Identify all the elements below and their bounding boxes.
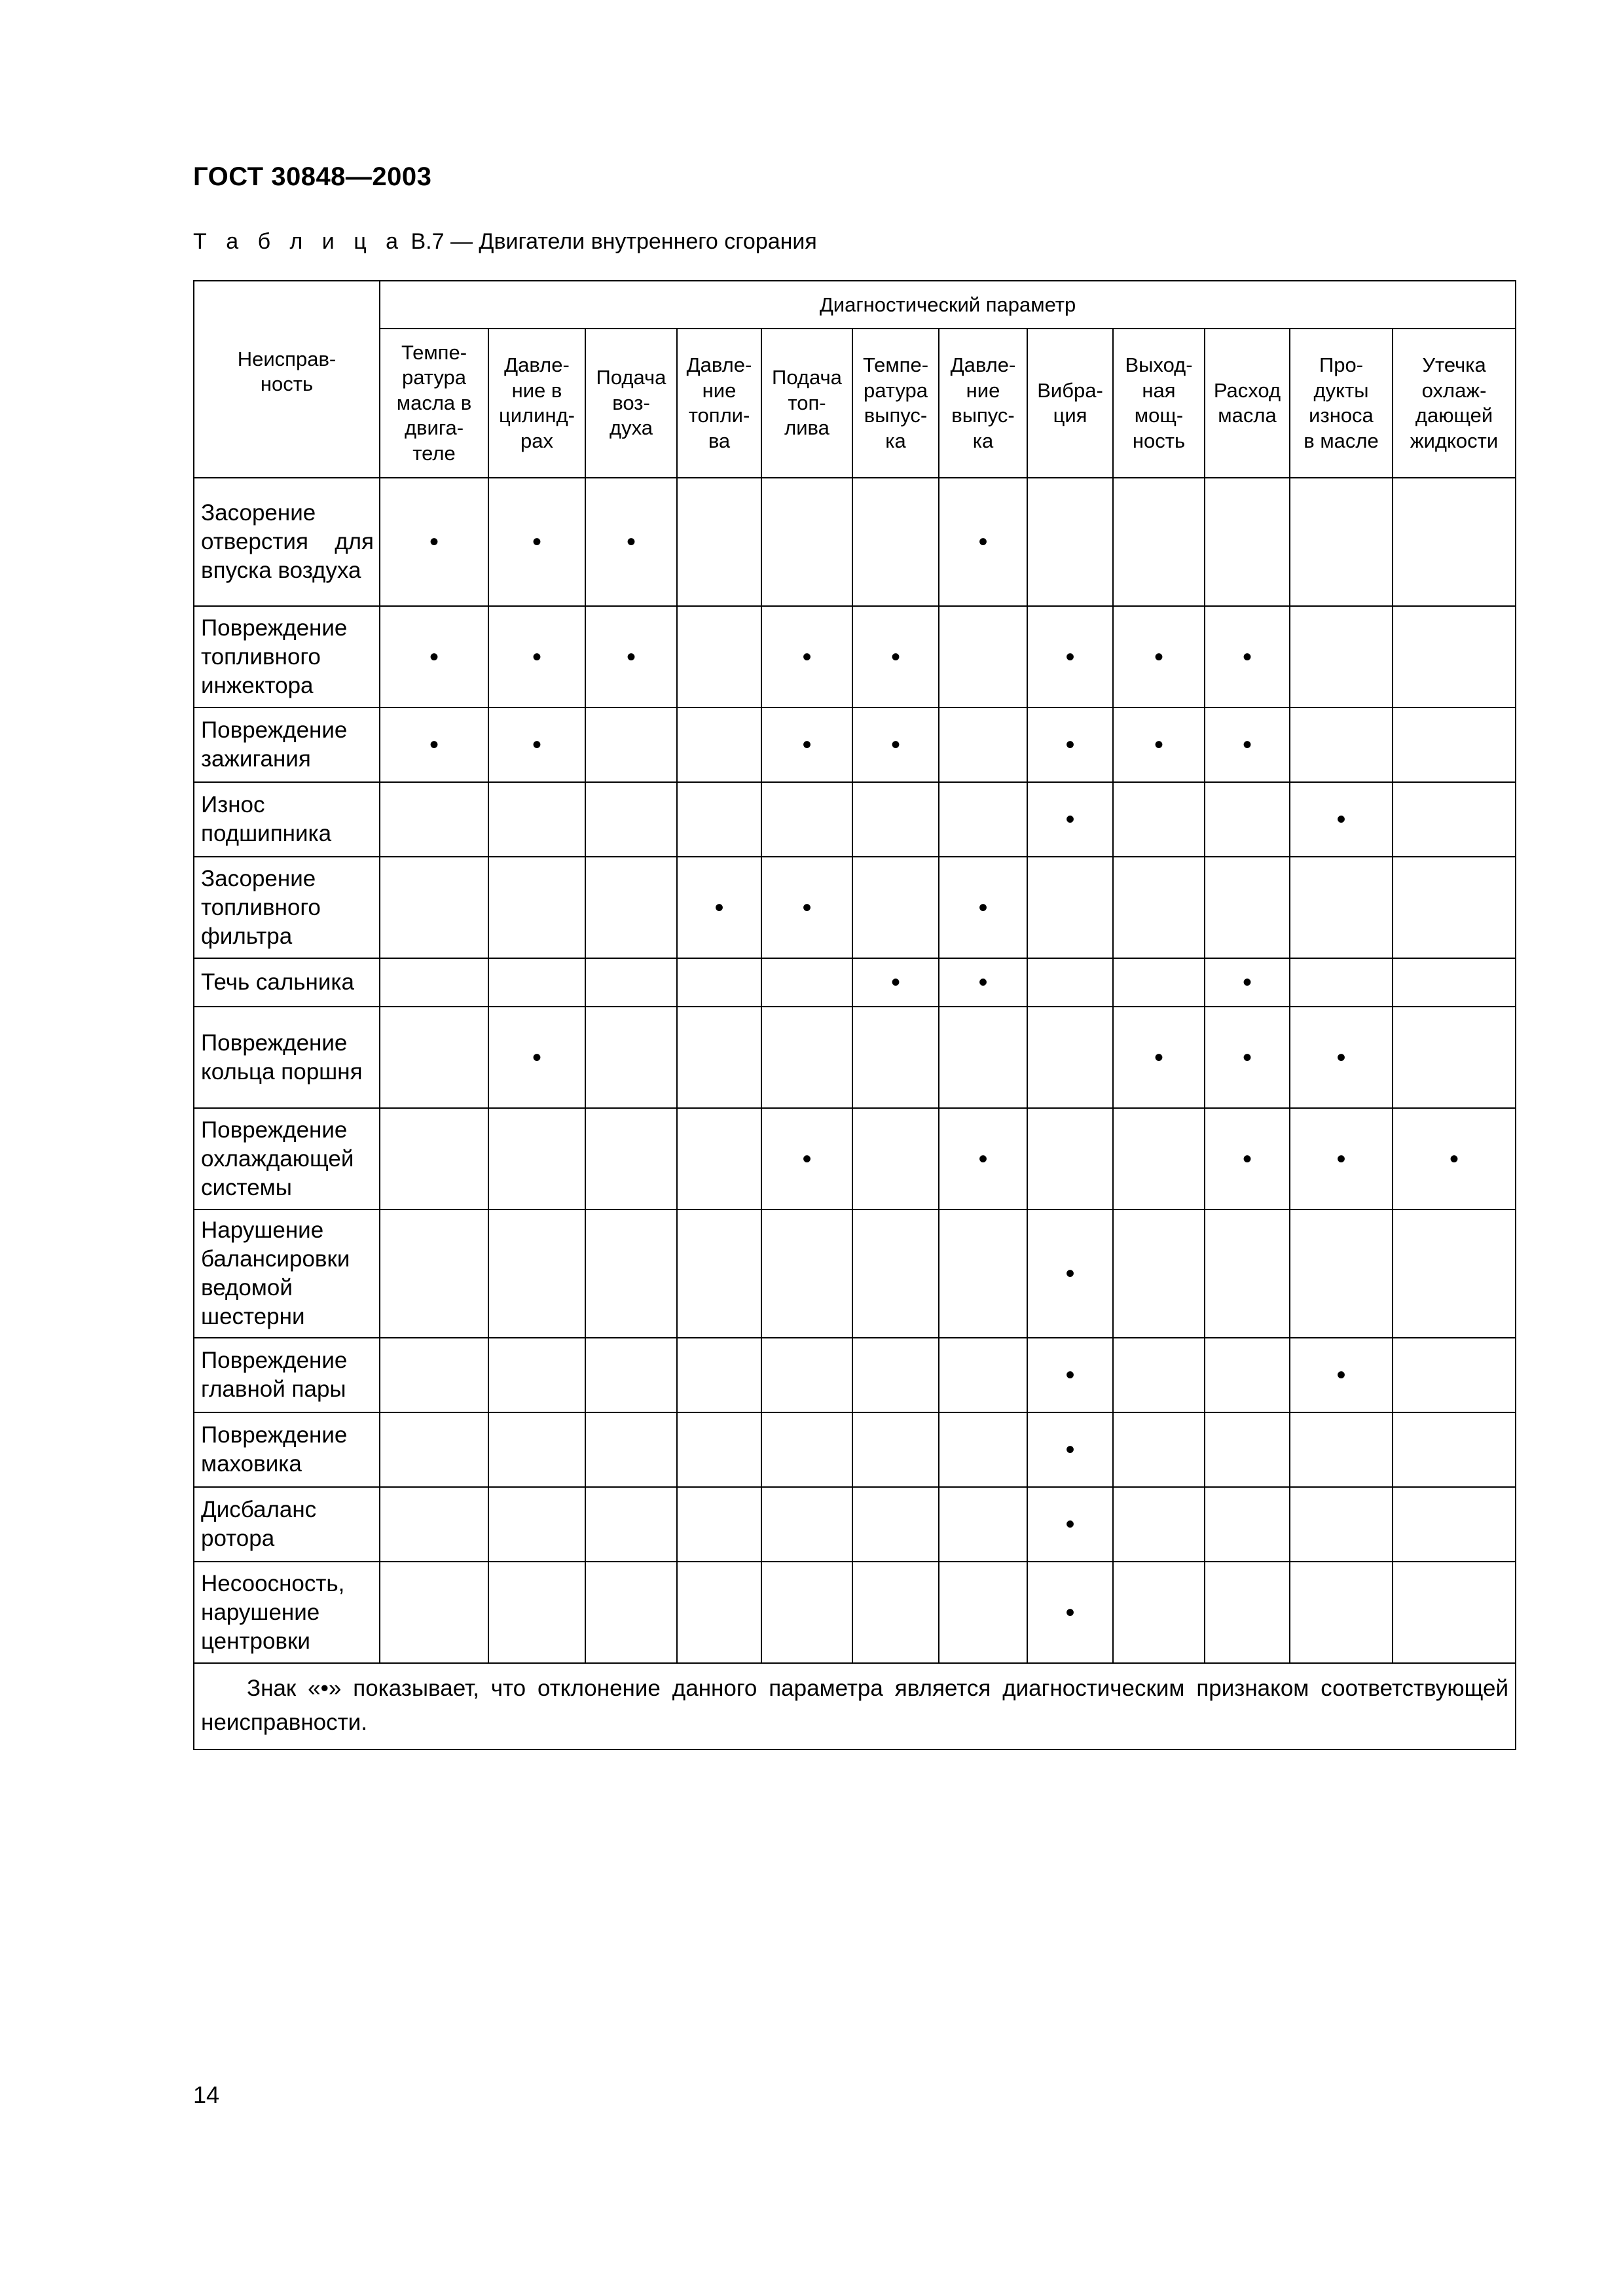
fault-name: Повреждение кольца поршня [194, 1007, 380, 1108]
mark-cell [1205, 1412, 1290, 1487]
bullet-mark: • [802, 893, 812, 922]
mark-cell [488, 782, 585, 857]
mark-cell [380, 606, 488, 708]
mark-cell [380, 958, 488, 1007]
mark-cell [939, 1007, 1027, 1108]
mark-cell [761, 1108, 852, 1210]
mark-cell [585, 1338, 677, 1412]
bullet-mark: • [429, 528, 439, 556]
table-row [194, 857, 1516, 958]
mark-cell [380, 1210, 488, 1338]
fault-column-header-text: Неисправ- ность [237, 348, 337, 395]
param-header: Про- дукты износа в масле [1290, 329, 1393, 478]
bullet-mark: • [1065, 730, 1075, 759]
mark-cell [1393, 1562, 1516, 1663]
bullet-mark: • [1065, 1598, 1075, 1627]
bullet-mark: • [1336, 1043, 1346, 1072]
mark-cell [1290, 606, 1393, 708]
table-row [194, 958, 1516, 1007]
mark-cell [488, 606, 585, 708]
mark-cell [1290, 708, 1393, 782]
mark-cell [1205, 606, 1290, 708]
mark-cell [1205, 708, 1290, 782]
bullet-mark: • [978, 893, 988, 922]
mark-cell [677, 1210, 761, 1338]
mark-cell [380, 1007, 488, 1108]
mark-cell [585, 1007, 677, 1108]
mark-cell [585, 1108, 677, 1210]
bullet-mark: • [890, 730, 900, 759]
mark-cell [1205, 1487, 1290, 1562]
table-row [194, 1210, 1516, 1338]
mark-cell [677, 958, 761, 1007]
mark-cell [1205, 1007, 1290, 1108]
mark-cell [939, 1562, 1027, 1663]
table-row [194, 1108, 1516, 1210]
param-header: Давле- ние в цилинд- рах [488, 329, 585, 478]
bullet-mark: • [429, 730, 439, 759]
mark-cell [585, 1487, 677, 1562]
mark-cell [488, 958, 585, 1007]
mark-cell [1205, 958, 1290, 1007]
mark-cell [1113, 1487, 1205, 1562]
mark-cell [939, 958, 1027, 1007]
mark-cell [1290, 857, 1393, 958]
mark-cell [1027, 1412, 1113, 1487]
fault-name: Повреждение главной пары [194, 1338, 380, 1412]
fault-name: Течь сальника [194, 958, 380, 1007]
mark-cell [1027, 782, 1113, 857]
bullet-mark: • [626, 528, 636, 556]
mark-cell [852, 708, 939, 782]
mark-cell [488, 708, 585, 782]
table-row [194, 782, 1516, 857]
mark-cell [761, 1562, 852, 1663]
fault-column-header [194, 281, 380, 478]
mark-cell [761, 958, 852, 1007]
bullet-mark: • [714, 893, 724, 922]
mark-cell [1393, 1007, 1516, 1108]
bullet-mark: • [1154, 642, 1163, 672]
mark-cell [585, 1562, 677, 1663]
mark-cell [585, 1412, 677, 1487]
mark-cell [852, 1412, 939, 1487]
param-header: Подача топ- лива [761, 329, 852, 478]
mark-cell [488, 1210, 585, 1338]
mark-cell [1027, 606, 1113, 708]
bullet-mark: • [1242, 642, 1252, 672]
mark-cell [1113, 1412, 1205, 1487]
bullet-mark: • [1336, 1144, 1346, 1174]
mark-cell [1393, 958, 1516, 1007]
mark-cell [1393, 606, 1516, 708]
mark-cell [939, 478, 1027, 606]
mark-cell [585, 478, 677, 606]
fault-name: Засорение отверстия для впуска воздуха [194, 478, 380, 606]
mark-cell [677, 478, 761, 606]
fault-name: Износ подшипника [194, 782, 380, 857]
param-header: Утечка охлаж- дающей жидкости [1393, 329, 1516, 478]
mark-cell [488, 478, 585, 606]
mark-cell [488, 1562, 585, 1663]
mark-cell [677, 1108, 761, 1210]
mark-cell [852, 857, 939, 958]
bullet-mark: • [1242, 1043, 1252, 1072]
table-note: Знак «•» показывает, что отклонение данного параметра является диагностическим признаком соответствующей неисправности. [194, 1663, 1516, 1749]
mark-cell [1113, 1562, 1205, 1663]
mark-cell [939, 1210, 1027, 1338]
bullet-mark: • [626, 642, 636, 672]
bullet-mark: • [1336, 1361, 1346, 1390]
fault-name: Дисбаланс ротора [194, 1487, 380, 1562]
mark-cell [1027, 857, 1113, 958]
bullet-mark: • [532, 528, 541, 556]
mark-cell [852, 606, 939, 708]
document-id: ГОСТ 30848—2003 [193, 162, 432, 191]
mark-cell [1113, 1108, 1205, 1210]
mark-cell [380, 782, 488, 857]
mark-cell [939, 708, 1027, 782]
mark-cell [380, 857, 488, 958]
bullet-mark: • [532, 1043, 541, 1072]
mark-cell [852, 1338, 939, 1412]
mark-cell [1393, 1210, 1516, 1338]
param-header: Расход масла [1205, 329, 1290, 478]
table-row [194, 1412, 1516, 1487]
table-row [194, 478, 1516, 606]
mark-cell [1290, 1562, 1393, 1663]
mark-cell [761, 782, 852, 857]
table-row [194, 1562, 1516, 1663]
mark-cell [1290, 1487, 1393, 1562]
mark-cell [1205, 1210, 1290, 1338]
mark-cell [1113, 1007, 1205, 1108]
bullet-mark: • [1065, 1435, 1075, 1464]
bullet-mark: • [429, 642, 439, 672]
bullet-mark: • [532, 642, 541, 672]
mark-cell [1393, 1487, 1516, 1562]
param-header: Выход- ная мощ- ность [1113, 329, 1205, 478]
mark-cell [761, 1210, 852, 1338]
mark-cell [1027, 1007, 1113, 1108]
fault-name: Нарушение балансировки ведомой шестерни [194, 1210, 380, 1338]
mark-cell [1027, 1108, 1113, 1210]
mark-cell [488, 1007, 585, 1108]
mark-cell [1113, 857, 1205, 958]
bullet-mark: • [1065, 1259, 1075, 1288]
mark-cell [761, 708, 852, 782]
mark-cell [585, 606, 677, 708]
mark-cell [585, 708, 677, 782]
mark-cell [939, 782, 1027, 857]
bullet-mark: • [1242, 730, 1252, 759]
mark-cell [852, 1108, 939, 1210]
mark-cell [1113, 782, 1205, 857]
table-caption [193, 229, 817, 255]
mark-cell [380, 708, 488, 782]
mark-cell [1113, 708, 1205, 782]
mark-cell [852, 1487, 939, 1562]
mark-cell [852, 958, 939, 1007]
mark-cell [1113, 606, 1205, 708]
mark-cell [939, 606, 1027, 708]
bullet-mark: • [532, 730, 541, 759]
mark-cell [1113, 958, 1205, 1007]
mark-cell [1205, 478, 1290, 606]
mark-cell [1290, 782, 1393, 857]
bullet-mark: • [1065, 642, 1075, 672]
mark-cell [939, 1412, 1027, 1487]
bullet-mark: • [890, 968, 900, 997]
mark-cell [677, 1412, 761, 1487]
mark-cell [1290, 478, 1393, 606]
mark-cell [761, 1007, 852, 1108]
mark-cell [677, 1338, 761, 1412]
fault-name: Повреждение зажигания [194, 708, 380, 782]
mark-cell [1027, 1562, 1113, 1663]
fault-name: Повреждение маховика [194, 1412, 380, 1487]
mark-cell [1393, 782, 1516, 857]
mark-cell [852, 1210, 939, 1338]
table-caption-title: В.7 — Двигатели внутреннего сгорания [405, 229, 817, 254]
mark-cell [1290, 1210, 1393, 1338]
table-row [194, 1487, 1516, 1562]
mark-cell [380, 478, 488, 606]
mark-cell [380, 1108, 488, 1210]
mark-cell [1027, 958, 1113, 1007]
mark-cell [1393, 1412, 1516, 1487]
mark-cell [677, 1487, 761, 1562]
mark-cell [677, 606, 761, 708]
mark-cell [1393, 1108, 1516, 1210]
bullet-mark: • [1242, 968, 1252, 997]
mark-cell [1205, 857, 1290, 958]
mark-cell [1113, 1338, 1205, 1412]
mark-cell [1205, 782, 1290, 857]
param-group-header: Диагностический параметр [380, 281, 1516, 329]
mark-cell [488, 1108, 585, 1210]
bullet-mark: • [1065, 1361, 1075, 1390]
mark-cell [761, 1412, 852, 1487]
param-header: Вибра- ция [1027, 329, 1113, 478]
bullet-mark: • [1154, 1043, 1163, 1072]
mark-cell [1393, 857, 1516, 958]
mark-cell [677, 1007, 761, 1108]
mark-cell [677, 782, 761, 857]
mark-cell [1205, 1108, 1290, 1210]
param-header: Давле- ние топли- ва [677, 329, 761, 478]
mark-cell [852, 782, 939, 857]
table-row [194, 708, 1516, 782]
fault-name: Засорение топливного фильтра [194, 857, 380, 958]
mark-cell [380, 1487, 488, 1562]
mark-cell [1205, 1562, 1290, 1663]
mark-cell [852, 1562, 939, 1663]
mark-cell [677, 708, 761, 782]
mark-cell [1027, 1487, 1113, 1562]
mark-cell [380, 1412, 488, 1487]
mark-cell [585, 782, 677, 857]
mark-cell [380, 1338, 488, 1412]
mark-cell [761, 606, 852, 708]
bullet-mark: • [1065, 1510, 1075, 1539]
bullet-mark: • [1450, 1144, 1459, 1174]
table-row [194, 1338, 1516, 1412]
table-caption-label: Т а б л и ц а [193, 229, 405, 254]
mark-cell [488, 1338, 585, 1412]
mark-cell [1027, 708, 1113, 782]
mark-cell [1393, 1338, 1516, 1412]
param-header: Темпе- ратура масла в двига- теле [380, 329, 488, 478]
table-row [194, 1007, 1516, 1108]
fault-name: Повреждение топливного инжектора [194, 606, 380, 708]
mark-cell [677, 857, 761, 958]
mark-cell [1113, 478, 1205, 606]
param-header: Темпе- ратура выпус- ка [852, 329, 939, 478]
mark-cell [939, 1108, 1027, 1210]
bullet-mark: • [1336, 805, 1346, 834]
fault-name: Несоосность, нарушение центровки [194, 1562, 380, 1663]
mark-cell [761, 1338, 852, 1412]
mark-cell [677, 1562, 761, 1663]
mark-cell [1290, 1007, 1393, 1108]
mark-cell [939, 1487, 1027, 1562]
mark-cell [1205, 1338, 1290, 1412]
mark-cell [488, 857, 585, 958]
bullet-mark: • [1065, 805, 1075, 834]
mark-cell [585, 857, 677, 958]
mark-cell [1027, 478, 1113, 606]
mark-cell [761, 478, 852, 606]
mark-cell [1027, 1338, 1113, 1412]
mark-cell [939, 857, 1027, 958]
mark-cell [585, 1210, 677, 1338]
mark-cell [1290, 1412, 1393, 1487]
mark-cell [1393, 708, 1516, 782]
mark-cell [488, 1412, 585, 1487]
bullet-mark: • [802, 642, 812, 672]
param-header: Давле- ние выпус- ка [939, 329, 1027, 478]
bullet-mark: • [1154, 730, 1163, 759]
mark-cell [585, 958, 677, 1007]
bullet-mark: • [978, 1144, 988, 1174]
mark-cell [852, 478, 939, 606]
mark-cell [1027, 1210, 1113, 1338]
mark-cell [939, 1338, 1027, 1412]
bullet-mark: • [802, 730, 812, 759]
bullet-mark: • [978, 528, 988, 556]
bullet-mark: • [802, 1144, 812, 1174]
table-row [194, 606, 1516, 708]
fault-name: Повреждение охлаждающей системы [194, 1108, 380, 1210]
bullet-mark: • [1242, 1144, 1252, 1174]
mark-cell [1290, 958, 1393, 1007]
mark-cell [761, 1487, 852, 1562]
mark-cell [1290, 1338, 1393, 1412]
mark-cell [380, 1562, 488, 1663]
page-number: 14 [193, 2081, 220, 2108]
mark-cell [761, 857, 852, 958]
diagnostic-table [193, 280, 1516, 1750]
bullet-mark: • [978, 968, 988, 997]
param-header: Подача воз- духа [585, 329, 677, 478]
mark-cell [852, 1007, 939, 1108]
mark-cell [1113, 1210, 1205, 1338]
mark-cell [1290, 1108, 1393, 1210]
mark-cell [488, 1487, 585, 1562]
bullet-mark: • [890, 642, 900, 672]
mark-cell [1393, 478, 1516, 606]
